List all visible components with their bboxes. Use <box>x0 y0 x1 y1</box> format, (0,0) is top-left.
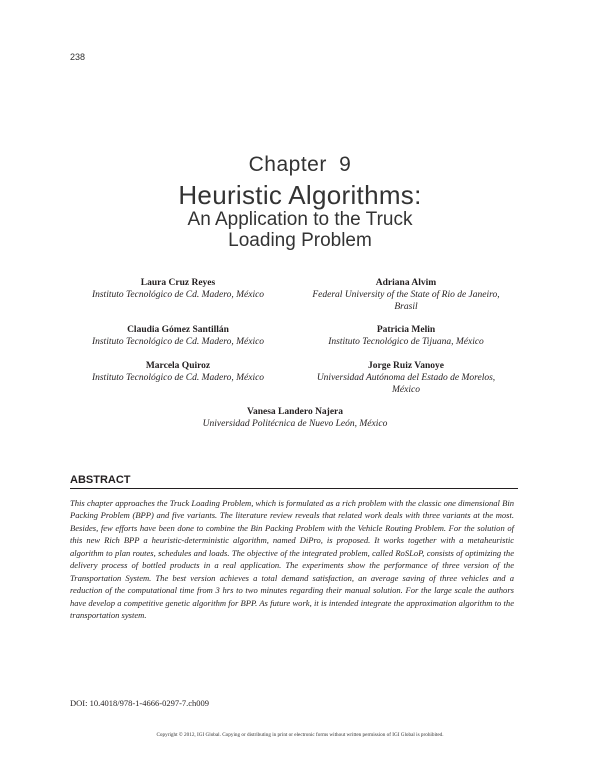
author-name: Marcela Quiroz <box>145 361 211 371</box>
author-affiliation: Federal University of the State of Rio de Janeiro, <box>312 290 500 300</box>
author-affiliation: Instituto Tecnológico de Cd. Madero, México <box>91 373 265 383</box>
author-affiliation: Instituto Tecnológico de Tijuana, México <box>328 337 484 347</box>
author-name: Adriana Alvim <box>375 278 437 288</box>
author-name: Patricia Melin <box>376 325 436 335</box>
abstract-text: This chapter approaches the Truck Loading Problem, which is formulated as a rich problem with the classic one dimensional Bin Packing Problem (BPP) and five variants. The literature review reveals that related work deals with three variants at the most. Besides, few efforts have been done to combine the Bin Packing Problem with the Vehicle Routing Problem. For the solution of this new Rich BPP a heuristic-deterministic algorithm, named DiPro, is proposed. It works together with a metaheuristic algorithm to plan routes, schedules and loads. The objective of the integrated problem, called RoSLoP, consists of optimizing the delivery process of bottled products in a real application. The experiments show the performance of three version of the Transportation System. The best version achieves a total demand satisfaction, an average saving of three vehicles and a reduction of the computational time from 3 hrs to two minutes regarding their manual solution. For the large scale the authors have develop a competitive genetic algorithm for BPP. As future work, it is intended integrate the approximation algorithm to the transportation system. <box>70 498 514 621</box>
doi: DOI: 10.4018/978-1-4666-0297-7.ch009 <box>70 698 210 708</box>
author-affiliation: Universidad Politécnica de Nuevo León, México <box>202 419 388 429</box>
author-affiliation-cont: México <box>392 385 420 395</box>
author-block <box>70 277 286 301</box>
abstract-heading: ABSTRACT <box>70 474 131 486</box>
chapter-title-line-1: Heuristic Algorithms: <box>178 180 422 210</box>
author-name: Jorge Ruiz Vanoye <box>368 361 444 371</box>
author-block <box>296 324 516 348</box>
author-affiliation: Instituto Tecnológico de Cd. Madero, México <box>91 290 265 300</box>
author-name: Claudia Gómez Santillán <box>127 325 229 335</box>
copyright-notice: Copyright © 2012, IGI Global. Copying or distributing in print or electronic forms without written permission of IGI Global is prohibited. <box>156 732 444 738</box>
page-number: 238 <box>70 52 86 62</box>
author-affiliation: Universidad Autónoma del Estado de Morelos, <box>316 373 496 383</box>
author-name: Vanesa Landero Najera <box>246 407 344 417</box>
author-block <box>296 277 516 313</box>
author-name: Laura Cruz Reyes <box>140 278 216 288</box>
author-block <box>296 360 516 396</box>
chapter-title-subtitle <box>0 209 600 251</box>
chapter-title-line-3: Loading Problem <box>228 230 372 251</box>
chapter-label: Chapter 9 <box>248 153 352 176</box>
author-affiliation-cont: Brasil <box>394 302 418 312</box>
author-block <box>70 360 286 384</box>
author-block <box>70 324 286 348</box>
chapter-title-line-2: An Application to the Truck <box>187 209 413 230</box>
author-affiliation: Instituto Tecnológico de Cd. Madero, México <box>91 337 265 347</box>
abstract-divider <box>70 488 518 489</box>
author-block <box>150 406 440 430</box>
